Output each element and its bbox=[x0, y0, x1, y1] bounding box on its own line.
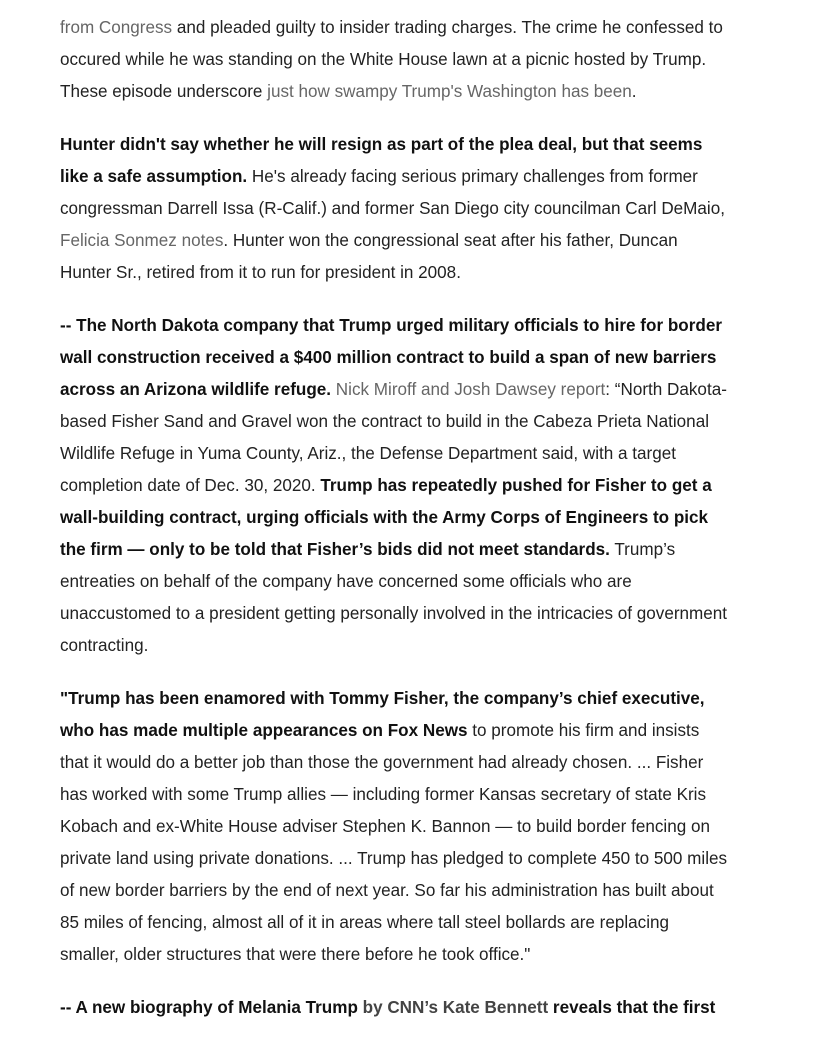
text-line bbox=[60, 683, 772, 715]
text-segment: and pleaded guilty to insider trading charges. The crime he confessed to bbox=[172, 18, 723, 37]
bold-lead: Hunter didn't say whether he will resign as part of the plea deal, but that seems bbox=[60, 135, 703, 154]
bold-lead: wall construction received a $400 million contract to build a span of new barriers bbox=[60, 348, 717, 367]
text-line: based Fisher Sand and Gravel won the contract to build in the Cabeza Prieta National bbox=[60, 412, 709, 431]
paragraph-1 bbox=[60, 12, 772, 108]
text-line bbox=[60, 225, 772, 257]
bold-lead: who has made multiple appearances on Fox News bbox=[60, 721, 468, 740]
bold-lead: reveals that the first bbox=[548, 998, 716, 1017]
text-line: contracting. bbox=[60, 636, 149, 655]
text-line: congressman Darrell Issa (R-Calif.) and former San Diego city councilman Carl DeMaio, bbox=[60, 199, 725, 218]
text-line: unaccustomed to a president getting personally involved in the intricacies of government bbox=[60, 604, 728, 623]
text-segment: : “North Dakota- bbox=[605, 380, 727, 399]
text-line bbox=[60, 12, 772, 44]
bold-lead: -- The North Dakota company that Trump urged military officials to hire for border bbox=[60, 316, 722, 335]
text-line: smaller, older structures that were there before he took office." bbox=[60, 945, 531, 964]
text-line: that it would do a better job than those the government had already chosen. ... Fisher bbox=[60, 753, 704, 772]
link-felicia-sonmez[interactable]: Felicia Sonmez notes bbox=[60, 231, 224, 250]
text-line: entreaties on behalf of the company have concerned some officials who are bbox=[60, 572, 632, 591]
text-line bbox=[60, 502, 772, 534]
text-line: Kobach and ex-White House adviser Stephen K. Bannon — to build border fencing on bbox=[60, 817, 710, 836]
text-segment: These episode underscore bbox=[60, 82, 268, 101]
text-line bbox=[60, 161, 772, 193]
paragraph-5 bbox=[60, 992, 772, 1024]
text-line: of new border barriers by the end of next year. So far his administration has built about bbox=[60, 881, 714, 900]
bold-text: the firm — only to be told that Fisher’s bids did not meet standards. bbox=[60, 540, 610, 559]
text-segment: completion date of Dec. 30, 2020. bbox=[60, 476, 321, 495]
text-line: occured while he was standing on the White House lawn at a picnic hosted by Trump. bbox=[60, 50, 707, 69]
text-line bbox=[60, 342, 772, 374]
text-line bbox=[60, 715, 772, 747]
text-segment: . Hunter won the congressional seat after his father, Duncan bbox=[223, 231, 678, 250]
text-line: has worked with some Trump allies — including former Kansas secretary of state Kris bbox=[60, 785, 707, 804]
text-line bbox=[60, 310, 772, 342]
text-line bbox=[60, 374, 772, 406]
text-segment: He's already facing serious primary challenges from former bbox=[247, 167, 698, 186]
text-line bbox=[60, 534, 772, 566]
text-line: Hunter Sr., retired from it to run for president in 2008. bbox=[60, 263, 461, 282]
text-segment: . bbox=[631, 82, 637, 101]
link-kate-bennett[interactable]: by CNN’s Kate Bennett bbox=[362, 998, 549, 1017]
paragraph-3 bbox=[60, 310, 772, 662]
bold-lead: "Trump has been enamored with Tommy Fisher, the company’s chief executive, bbox=[60, 689, 705, 708]
bold-text: Trump has repeatedly pushed for Fisher to get a bbox=[320, 476, 712, 495]
link-miroff-dawsey-report[interactable]: Nick Miroff and Josh Dawsey report bbox=[335, 380, 606, 399]
link-swampy-washington[interactable]: just how swampy Trump's Washington has been bbox=[267, 82, 632, 101]
paragraph-4 bbox=[60, 683, 772, 971]
bold-text: wall-building contract, urging officials with the Army Corps of Engineers to pick bbox=[60, 508, 709, 527]
text-line bbox=[60, 76, 772, 108]
text-segment: Trump’s bbox=[609, 540, 676, 559]
bold-lead: across an Arizona wildlife refuge. bbox=[60, 380, 332, 399]
link-from-congress[interactable]: from Congress bbox=[60, 18, 173, 37]
text-line: Wildlife Refuge in Yuma County, Ariz., the Defense Department said, with a target bbox=[60, 444, 676, 463]
text-line: private land using private donations. ... Trump has pledged to complete 450 to 500 miles bbox=[60, 849, 728, 868]
text-line: 85 miles of fencing, almost all of it in areas where tall steel bollards are replacing bbox=[60, 913, 670, 932]
text-line bbox=[60, 992, 772, 1024]
bold-lead: like a safe assumption. bbox=[60, 167, 248, 186]
text-segment: to promote his firm and insists bbox=[467, 721, 700, 740]
text-line bbox=[60, 129, 772, 161]
paragraph-2 bbox=[60, 129, 772, 289]
text-line bbox=[60, 470, 772, 502]
bold-lead: -- A new biography of Melania Trump bbox=[60, 998, 363, 1017]
